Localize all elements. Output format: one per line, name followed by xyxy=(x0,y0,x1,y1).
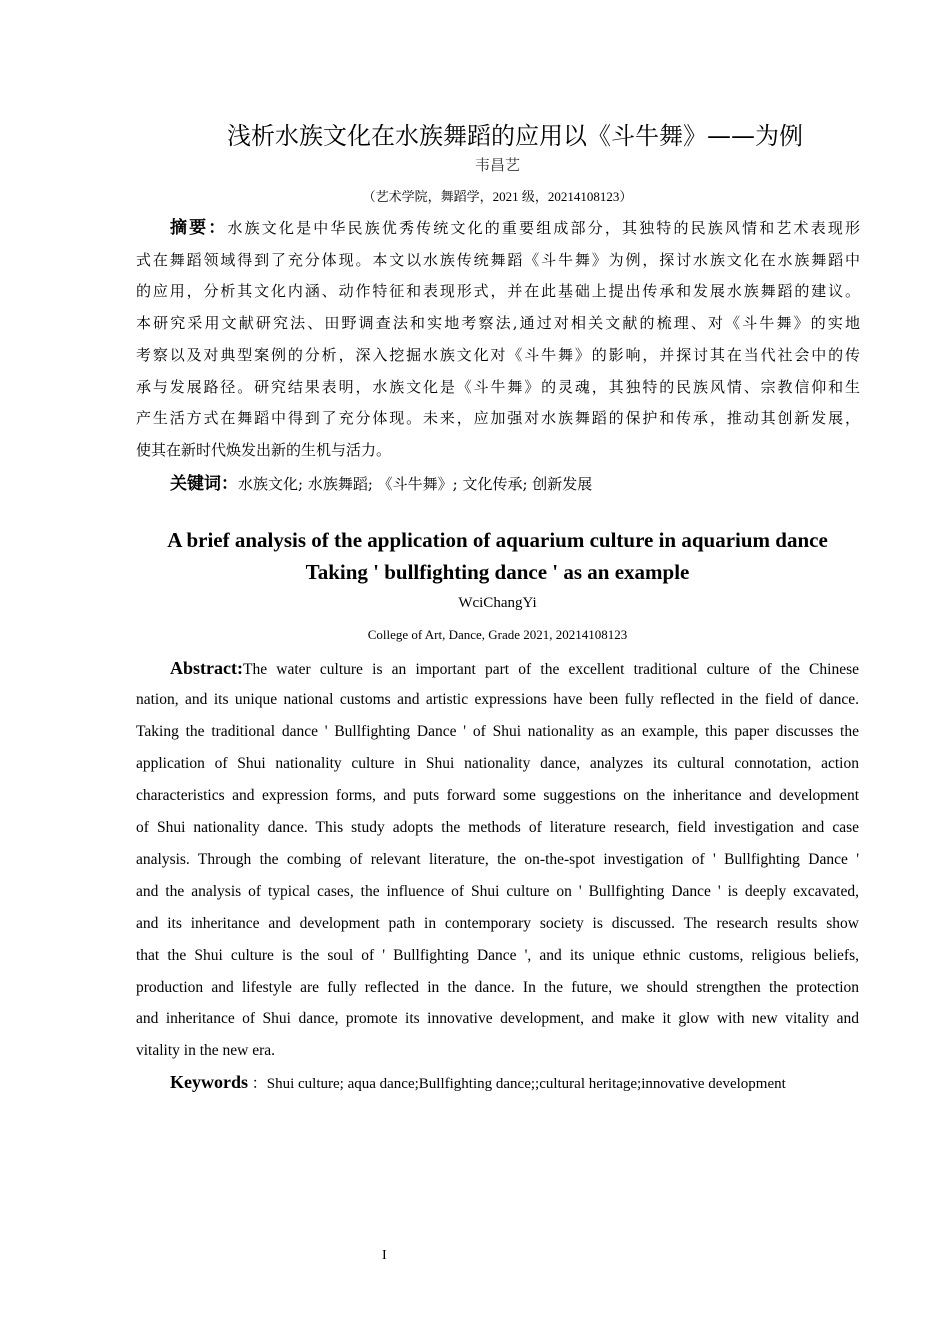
cn-keywords-line xyxy=(170,474,592,494)
en-keywords-line xyxy=(170,1072,786,1094)
en-abstract-line xyxy=(136,786,859,806)
cn-abstract-text: 的应用，分析其文化内涵、动作特征和表现形式，并在此基础上提出传承和发展水族舞蹈的建议。 xyxy=(136,282,860,301)
cn-abstract-line xyxy=(170,218,860,238)
en-abstract-line xyxy=(136,754,859,774)
cn-abstract-line xyxy=(136,345,860,365)
en-author: WciChangYi xyxy=(458,595,537,611)
en-abstract-label: Abstract: xyxy=(170,658,243,678)
cn-abstract-line xyxy=(136,408,860,428)
en-abstract-line xyxy=(136,1009,859,1029)
cn-abstract-line xyxy=(136,313,860,333)
en-abstract-text: and its inheritance and development path in contemporary society is discussed. The research results show xyxy=(136,914,859,932)
en-abstract-line xyxy=(136,1041,859,1061)
cn-abstract-text: 水族文化是中华民族优秀传统文化的重要组成部分，其独特的民族风情和艺术表现形 xyxy=(227,219,860,237)
page-number: I xyxy=(382,1248,387,1263)
cn-abstract-text: 产生活方式在舞蹈中得到了充分体现。未来，应加强对水族舞蹈的保护和传承，推动其创新发展， xyxy=(136,409,860,428)
en-abstract-text: application of Shui nationality culture in Shui nationality dance, analyzes its cultural connotation, action xyxy=(136,754,859,772)
en-abstract-text: of Shui nationality dance. This study adopts the methods of literature research, field investigation and case xyxy=(136,818,859,836)
en-abstract-text: nation, and its unique national customs and artistic expressions have been fully reflected in the field of dance. xyxy=(136,690,859,708)
en-abstract-line xyxy=(170,658,859,680)
en-abstract-line xyxy=(136,978,859,998)
cn-author: 韦昌艺 xyxy=(474,158,520,174)
cn-abstract-text: 式在舞蹈领域得到了充分体现。本文以水族传统舞蹈《斗牛舞》为例，探讨水族文化在水族舞蹈中 xyxy=(136,250,860,269)
en-abstract-text: production and lifestyle are fully reflected in the dance. In the future, we should strengthen the protection xyxy=(136,978,859,996)
cn-abstract-text: 承与发展路径。研究结果表明，水族文化是《斗牛舞》的灵魂，其独特的民族风情、宗教信仰和生 xyxy=(136,377,860,396)
cn-abstract-line xyxy=(136,377,860,397)
en-abstract-text: vitality in the new era. xyxy=(136,1042,276,1060)
en-abstract-line xyxy=(136,946,859,966)
en-abstract-text: and the analysis of typical cases, the influence of Shui culture on ' Bullfighting Dance ' is deeply excavated, xyxy=(136,882,859,900)
en-abstract-text: Taking the traditional dance ' Bullfighting Dance ' of Shui nationality as an example, this paper discusses the xyxy=(136,722,859,740)
en-abstract-line xyxy=(136,690,859,710)
en-abstract-text: characteristics and expression forms, and puts forward some suggestions on the inheritance and development xyxy=(136,786,859,804)
en-abstract-text: and inheritance of Shui dance, promote its innovative development, and make it glow with new vitality and xyxy=(136,1010,859,1028)
cn-abstract-label: 摘要： xyxy=(170,218,228,238)
cn-abstract-line xyxy=(136,440,860,460)
cn-abstract-line xyxy=(136,250,860,270)
cn-abstract-line xyxy=(136,281,860,301)
cn-abstract-text: 本研究采用文献研究法、田野调查法和实地考察法,通过对相关文献的梳理、对《斗牛舞》的实地 xyxy=(136,314,860,333)
en-title-line2: Taking ' bullfighting dance ' as an example xyxy=(305,560,690,584)
en-keywords-sep: ： xyxy=(251,1076,267,1092)
cn-keywords: 水族文化; 水族舞蹈; 《斗牛舞》; 文化传承; 创新发展 xyxy=(238,475,593,493)
en-abstract-text: that the Shui culture is the soul of ' Bullfighting Dance ', and its unique ethnic customs, religious beliefs, xyxy=(136,946,859,964)
cn-abstract-text: 考察以及对典型案例的分析，深入挖掘水族文化对《斗牛舞》的影响，并探讨其在当代社会中的传 xyxy=(136,345,860,364)
en-keywords: Shui culture; aqua dance;Bullfighting dance;;cultural heritage;innovative development xyxy=(266,1076,786,1092)
en-abstract-text: analysis. Through the combing of relevant literature, the on-the-spot investigation of ' Bullfighting Dance ' xyxy=(136,850,859,868)
cn-keywords-label: 关键词： xyxy=(170,474,238,494)
en-abstract-line xyxy=(136,914,859,934)
en-abstract-line xyxy=(136,850,859,870)
en-affiliation: College of Art, Dance, Grade 2021, 20214108123 xyxy=(367,627,628,642)
en-abstract-line xyxy=(136,722,859,742)
en-abstract-text: The water culture is an important part of the excellent traditional culture of the Chinese xyxy=(242,661,859,678)
cn-abstract-text: 使其在新时代焕发出新的生机与活力。 xyxy=(136,440,392,459)
cn-title: 浅析水族文化在水族舞蹈的应用以《斗牛舞》——为例 xyxy=(227,122,803,150)
cn-affiliation: （艺术学院，舞蹈学，2021 级，20214108123） xyxy=(362,189,633,204)
en-abstract-line xyxy=(136,818,859,838)
en-abstract-line xyxy=(136,882,859,902)
en-title-line1: A brief analysis of the application of aquarium culture in aquarium dance xyxy=(167,528,828,552)
en-keywords-label: Keywords xyxy=(170,1072,248,1092)
